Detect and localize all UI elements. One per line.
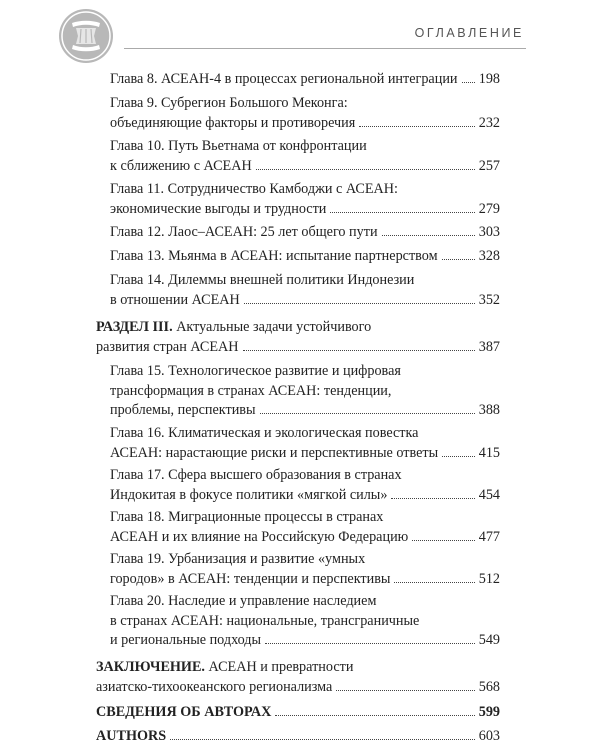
page-header-title: ОГЛАВЛЕНИЕ (414, 26, 524, 40)
toc-entry-about-authors[interactable] (96, 703, 500, 723)
leader-dots (330, 212, 474, 213)
toc-entry-chapter-19[interactable] (110, 550, 500, 589)
entry-title-line: Глава 11. Сотрудничество Камбоджи с АСЕАН: (110, 181, 398, 197)
entry-title: Глава 13. Мьянма в АСЕАН: испытание партнерством (110, 248, 438, 264)
toc-entry-chapter-16[interactable] (110, 424, 500, 463)
entry-title-line: Глава 19. Урбанизация и развитие «умных (110, 551, 366, 567)
toc-entry-chapter-13[interactable] (110, 247, 500, 267)
entry-title-line: азиатско-тихоокеанского регионализма (96, 678, 333, 695)
toc-entry-chapter-8[interactable] (110, 70, 500, 90)
entry-title-line: к сближению с АСЕАН (110, 157, 252, 174)
page-number: 512 (478, 570, 500, 587)
header-divider (124, 48, 526, 49)
page-number: 352 (478, 291, 500, 308)
entry-title-line: Глава 15. Технологическое развитие и цифровая (110, 363, 401, 379)
page-number: 415 (478, 444, 500, 461)
page-number: 257 (478, 157, 500, 174)
page-number: 454 (478, 486, 500, 503)
entry-title-line: экономические выгоды и трудности (110, 200, 327, 217)
page-number: 303 (478, 224, 500, 240)
page-number: 477 (478, 528, 500, 545)
leader-dots (170, 739, 475, 740)
page-number: 232 (478, 114, 500, 131)
entry-title-line: Глава 9. Субрегион Большого Меконга: (110, 95, 348, 111)
entry-title-line: развития стран АСЕАН (96, 338, 239, 355)
toc-entry-chapter-9[interactable] (110, 94, 500, 133)
leader-dots (442, 259, 475, 260)
toc-entry-chapter-15[interactable] (110, 362, 500, 421)
page-number: 568 (478, 678, 500, 695)
page-number: 198 (478, 71, 500, 87)
entry-title: СВЕДЕНИЯ ОБ АВТОРАХ (96, 704, 272, 720)
leader-dots (462, 82, 475, 83)
entry-title-line: Глава 16. Климатическая и экологическая повестка (110, 425, 419, 441)
entry-title: AUTHORS (96, 728, 167, 744)
entry-title-line: объединяющие факторы и противоречия (110, 114, 356, 131)
entry-title-line: Глава 18. Миграционные процессы в странах (110, 509, 384, 525)
page-number: 603 (478, 728, 500, 744)
leader-dots (244, 303, 475, 304)
leader-dots (382, 235, 475, 236)
toc-entry-chapter-17[interactable] (110, 466, 500, 505)
entry-title-line: ЗАКЛЮЧЕНИЕ. АСЕАН и превратности (96, 659, 354, 675)
entry-title-line: РАЗДЕЛ III. Актуальные задачи устойчивого (96, 319, 372, 335)
toc-entry-chapter-14[interactable] (110, 271, 500, 310)
leader-dots (260, 413, 475, 414)
page-number: 328 (478, 248, 500, 264)
leader-dots (336, 690, 474, 691)
toc-entry-chapter-11[interactable] (110, 180, 500, 219)
leader-dots (256, 169, 475, 170)
entry-title-line: Глава 17. Сфера высшего образования в странах (110, 467, 402, 483)
entry-title-line: в странах АСЕАН: национальные, трансграничные (110, 612, 420, 629)
entry-title-line: Глава 14. Дилеммы внешней политики Индонезии (110, 272, 415, 288)
entry-title-line: Глава 20. Наследие и управление наследием (110, 593, 377, 609)
entry-title-line: проблемы, перспективы (110, 402, 256, 418)
page-number: 387 (478, 338, 500, 355)
entry-title-line: АСЕАН: нарастающие риски и перспективные ответы (110, 444, 439, 461)
entry-title: Глава 12. Лаос–АСЕАН: 25 лет общего пути (110, 224, 378, 240)
entry-title: Глава 8. АСЕАН-4 в процессах региональной интеграции (110, 71, 458, 87)
page-number: 599 (478, 704, 500, 720)
leader-dots (275, 715, 474, 716)
entry-title-line: в отношении АСЕАН (110, 291, 240, 308)
leader-dots (243, 350, 475, 351)
leader-dots (359, 126, 474, 127)
toc-entry-authors[interactable] (96, 727, 500, 747)
entry-title-line: Глава 10. Путь Вьетнама от конфронтации (110, 138, 367, 154)
entry-title-line: городов» в АСЕАН: тенденции и перспективы (110, 570, 391, 587)
leader-dots (391, 498, 474, 499)
entry-bold-prefix: ЗАКЛЮЧЕНИЕ. (96, 659, 205, 675)
leader-dots (265, 643, 475, 644)
entry-bold-prefix: РАЗДЕЛ III. (96, 319, 173, 335)
entry-title-line: и региональные подходы (110, 632, 262, 648)
leader-dots (394, 582, 474, 583)
toc-entry-chapter-18[interactable] (110, 508, 500, 547)
page-number: 279 (478, 200, 500, 217)
leader-dots (442, 456, 475, 457)
entry-title-line: трансформация в странах АСЕАН: тенденции, (110, 382, 392, 399)
toc-entry-conclusion[interactable] (96, 658, 500, 697)
toc-entry-section-3[interactable] (96, 318, 500, 357)
toc-entry-chapter-12[interactable] (110, 223, 500, 243)
page-number: 388 (478, 402, 500, 418)
page-number: 549 (478, 632, 500, 648)
toc-entry-chapter-10[interactable] (110, 137, 500, 176)
logo-emblem (58, 8, 114, 64)
entry-title-line: Индокитая в фокусе политики «мягкой силы» (110, 486, 388, 503)
toc-entry-chapter-20[interactable] (110, 592, 500, 651)
leader-dots (412, 540, 474, 541)
entry-title-line: АСЕАН и их влияние на Российскую Федерацию (110, 528, 409, 545)
